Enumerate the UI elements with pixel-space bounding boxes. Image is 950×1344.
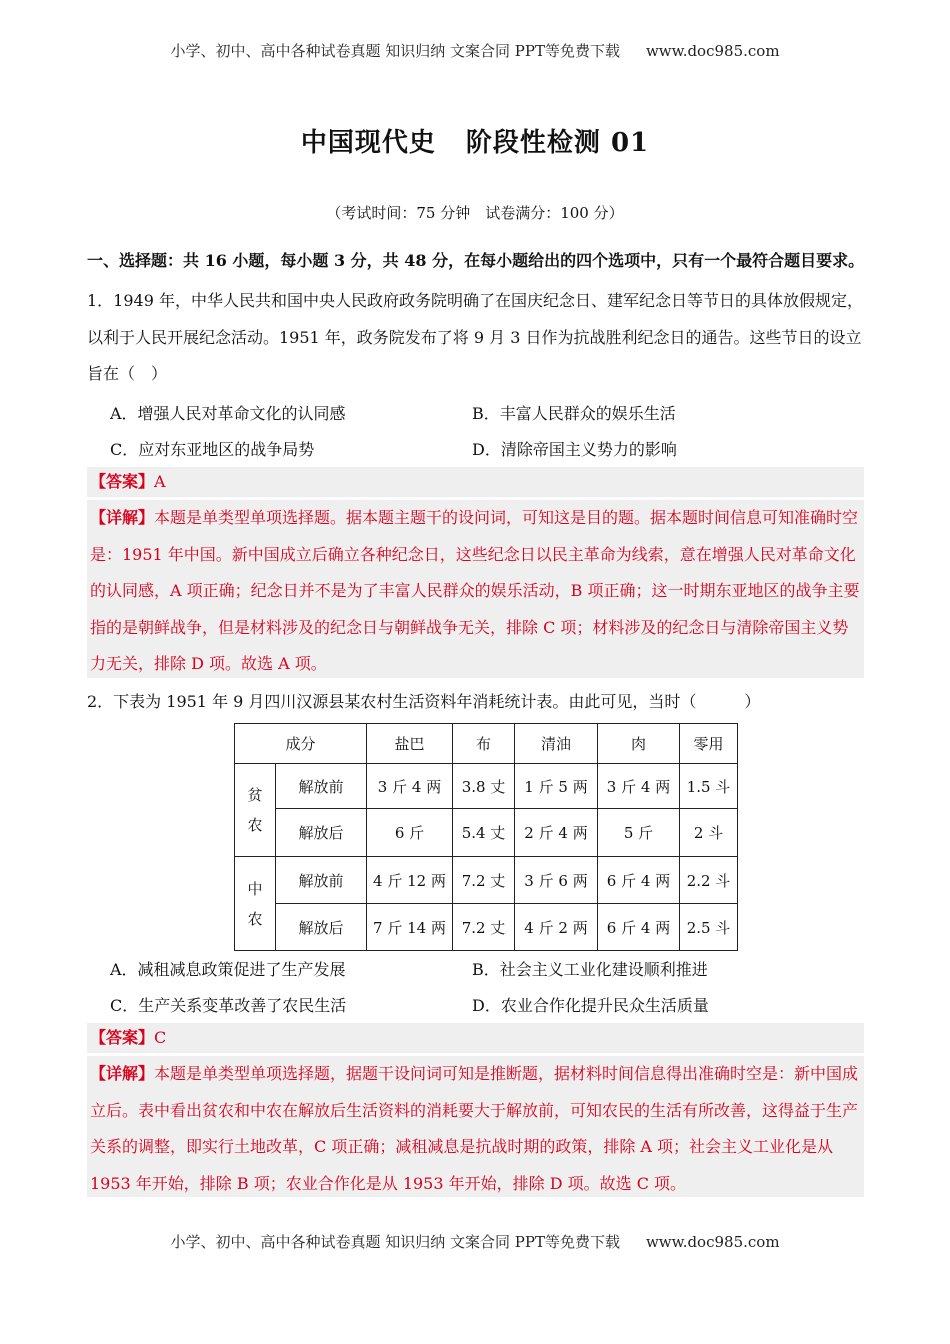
table-cell: 3 斤 6 两 xyxy=(515,857,598,904)
footer-text: 小学、初中、高中各种试卷真题 知识归纳 文案合同 PPT等免费下载 xyxy=(170,1233,620,1251)
table-cell: 2.5 斗 xyxy=(680,904,738,951)
table-cell: 6 斤 4 两 xyxy=(598,857,680,904)
table-row xyxy=(235,857,738,904)
q2-answer-value: C xyxy=(154,1028,167,1047)
q1-stem: 1．1949 年，中华人民共和国中央人民政府政务院明确了在国庆纪念日、建军纪念日等节日的具体放假规定，以利于人民开展纪念活动。1951 年，政务院发布了将 9 月 3 日作为抗战胜利纪念日的通告。这些节日的设立旨在（ ） xyxy=(87,291,863,383)
table-cell: 3.8 丈 xyxy=(453,764,515,809)
q2-option-c[interactable]: C．生产关系变革改善了农民生活 xyxy=(110,996,347,1015)
table-cell: 4 斤 2 两 xyxy=(515,904,598,951)
table-cell: 2.2 斗 xyxy=(680,857,738,904)
q2-option-d[interactable]: D．农业合作化提升民众生活质量 xyxy=(472,996,709,1015)
table-row xyxy=(235,904,738,951)
table-header-cell: 零用 xyxy=(680,724,738,764)
table-row xyxy=(235,809,738,857)
table-cell: 7.2 丈 xyxy=(453,904,515,951)
table-cell: 7 斤 14 两 xyxy=(367,904,453,951)
table-cell: 3 斤 4 两 xyxy=(598,764,680,809)
row-label: 解放后 xyxy=(276,809,367,857)
table-cell: 1.5 斗 xyxy=(680,764,738,809)
table-header-cell: 肉 xyxy=(598,724,680,764)
q1-option-a[interactable]: A．增强人民对革命文化的认同感 xyxy=(110,404,346,423)
table-cell: 7.2 丈 xyxy=(453,857,515,904)
page-header xyxy=(0,40,950,61)
table-cell: 1 斤 5 两 xyxy=(515,764,598,809)
footer-site-link[interactable]: www.doc985.com xyxy=(645,1233,780,1251)
q2-detail-label: 【详解】 xyxy=(90,1064,155,1083)
table-header-cell: 清油 xyxy=(515,724,598,764)
table-cell: 3 斤 4 两 xyxy=(367,764,453,809)
page-title xyxy=(0,122,950,159)
table-cell: 4 斤 12 两 xyxy=(367,857,453,904)
table-cell: 5.4 丈 xyxy=(453,809,515,857)
q1-detail-text: 本题是单类型单项选择题。据本题主题干的设问词，可知这是目的题。据本题时间信息可知准确时空是：1951 年中国。新中国成立后确立各种纪念日，这些纪念日以民主革命为线索，意在增强人民对革命文化的认同感，A 项正确；纪念日并不是为了丰富人民群众的娱乐活动，B 项正确；这一时期东亚地区的战争主要指的是朝鲜战争，但是材料涉及的纪念日与朝鲜战争无关，排除 C 项；材料涉及的纪念日与清除帝国主义势力无关，排除 D 项。故选 A 项。 xyxy=(90,508,860,673)
q1-option-d[interactable]: D．清除帝国主义势力的影响 xyxy=(472,440,677,459)
consumption-table xyxy=(234,723,738,951)
q1-option-b[interactable]: B．丰富人民群众的娱乐生活 xyxy=(472,404,676,423)
q2-option-b[interactable]: B．社会主义工业化建设顺利推进 xyxy=(472,960,708,979)
table-header-cell: 布 xyxy=(453,724,515,764)
header-text: 小学、初中、高中各种试卷真题 知识归纳 文案合同 PPT等免费下载 xyxy=(170,42,620,60)
q1-answer xyxy=(87,467,864,497)
table-header-cell: 盐巴 xyxy=(367,724,453,764)
q2-detail xyxy=(87,1056,864,1197)
q2-answer-label: 【答案】 xyxy=(90,1028,155,1047)
table-row xyxy=(235,764,738,809)
title-part1: 中国现代史 xyxy=(300,128,436,158)
q1-detail xyxy=(87,500,864,678)
q2-answer xyxy=(87,1023,864,1053)
table-header-cell: 成分 xyxy=(235,724,367,764)
table-cell: 5 斤 xyxy=(598,809,680,857)
q2-option-a[interactable]: A．减租减息政策促进了生产发展 xyxy=(110,960,346,979)
q1-answer-label: 【答案】 xyxy=(90,472,155,491)
q1-option-c[interactable]: C．应对东亚地区的战争局势 xyxy=(110,440,315,459)
exam-info: （考试时间：75 分钟 试卷满分：100 分） xyxy=(326,204,624,222)
q1-answer-value: A xyxy=(154,472,166,491)
header-site-link[interactable]: www.doc985.com xyxy=(645,42,780,60)
section-heading: 一、选择题：共 16 小题，每小题 3 分，共 48 分，在每小题给出的四个选项中，只有一个最符合题目要求。 xyxy=(87,251,865,270)
table-header-row xyxy=(235,724,738,764)
row-label: 解放前 xyxy=(276,764,367,809)
row-label: 解放前 xyxy=(276,857,367,904)
q2-detail-text: 本题是单类型单项选择题，据题干设问词可知是推断题，据材料时间信息得出准确时空是：新中国成立后。表中看出贫农和中农在解放后生活资料的消耗要大于解放前，可知农民的生活有所改善，这得益于生产关系的调整，即实行土地改革，C 项正确；减租减息是抗战时期的政策，排除 A 项；社会主义工业化是从 1953 年开始，排除 B 项；农业合作化是从 1953 年开始，排除 D 项。故选 C 项。 xyxy=(90,1064,859,1193)
row-label: 解放后 xyxy=(276,904,367,951)
q1-detail-label: 【详解】 xyxy=(90,508,155,527)
table-cell: 6 斤 xyxy=(367,809,453,857)
group-label-middle-peasant: 中 农 xyxy=(235,857,276,951)
table-cell: 2 斤 4 两 xyxy=(515,809,598,857)
table-cell: 2 斗 xyxy=(680,809,738,857)
q2-stem: 2．下表为 1951 年 9 月四川汉源县某农村生活资料年消耗统计表。由此可见，当时（ ） xyxy=(87,692,761,711)
group-label-poor-peasant: 贫 农 xyxy=(235,764,276,857)
table-cell: 6 斤 4 两 xyxy=(598,904,680,951)
title-part2: 阶段性检测 01 xyxy=(465,128,650,158)
page-footer xyxy=(0,1231,950,1252)
